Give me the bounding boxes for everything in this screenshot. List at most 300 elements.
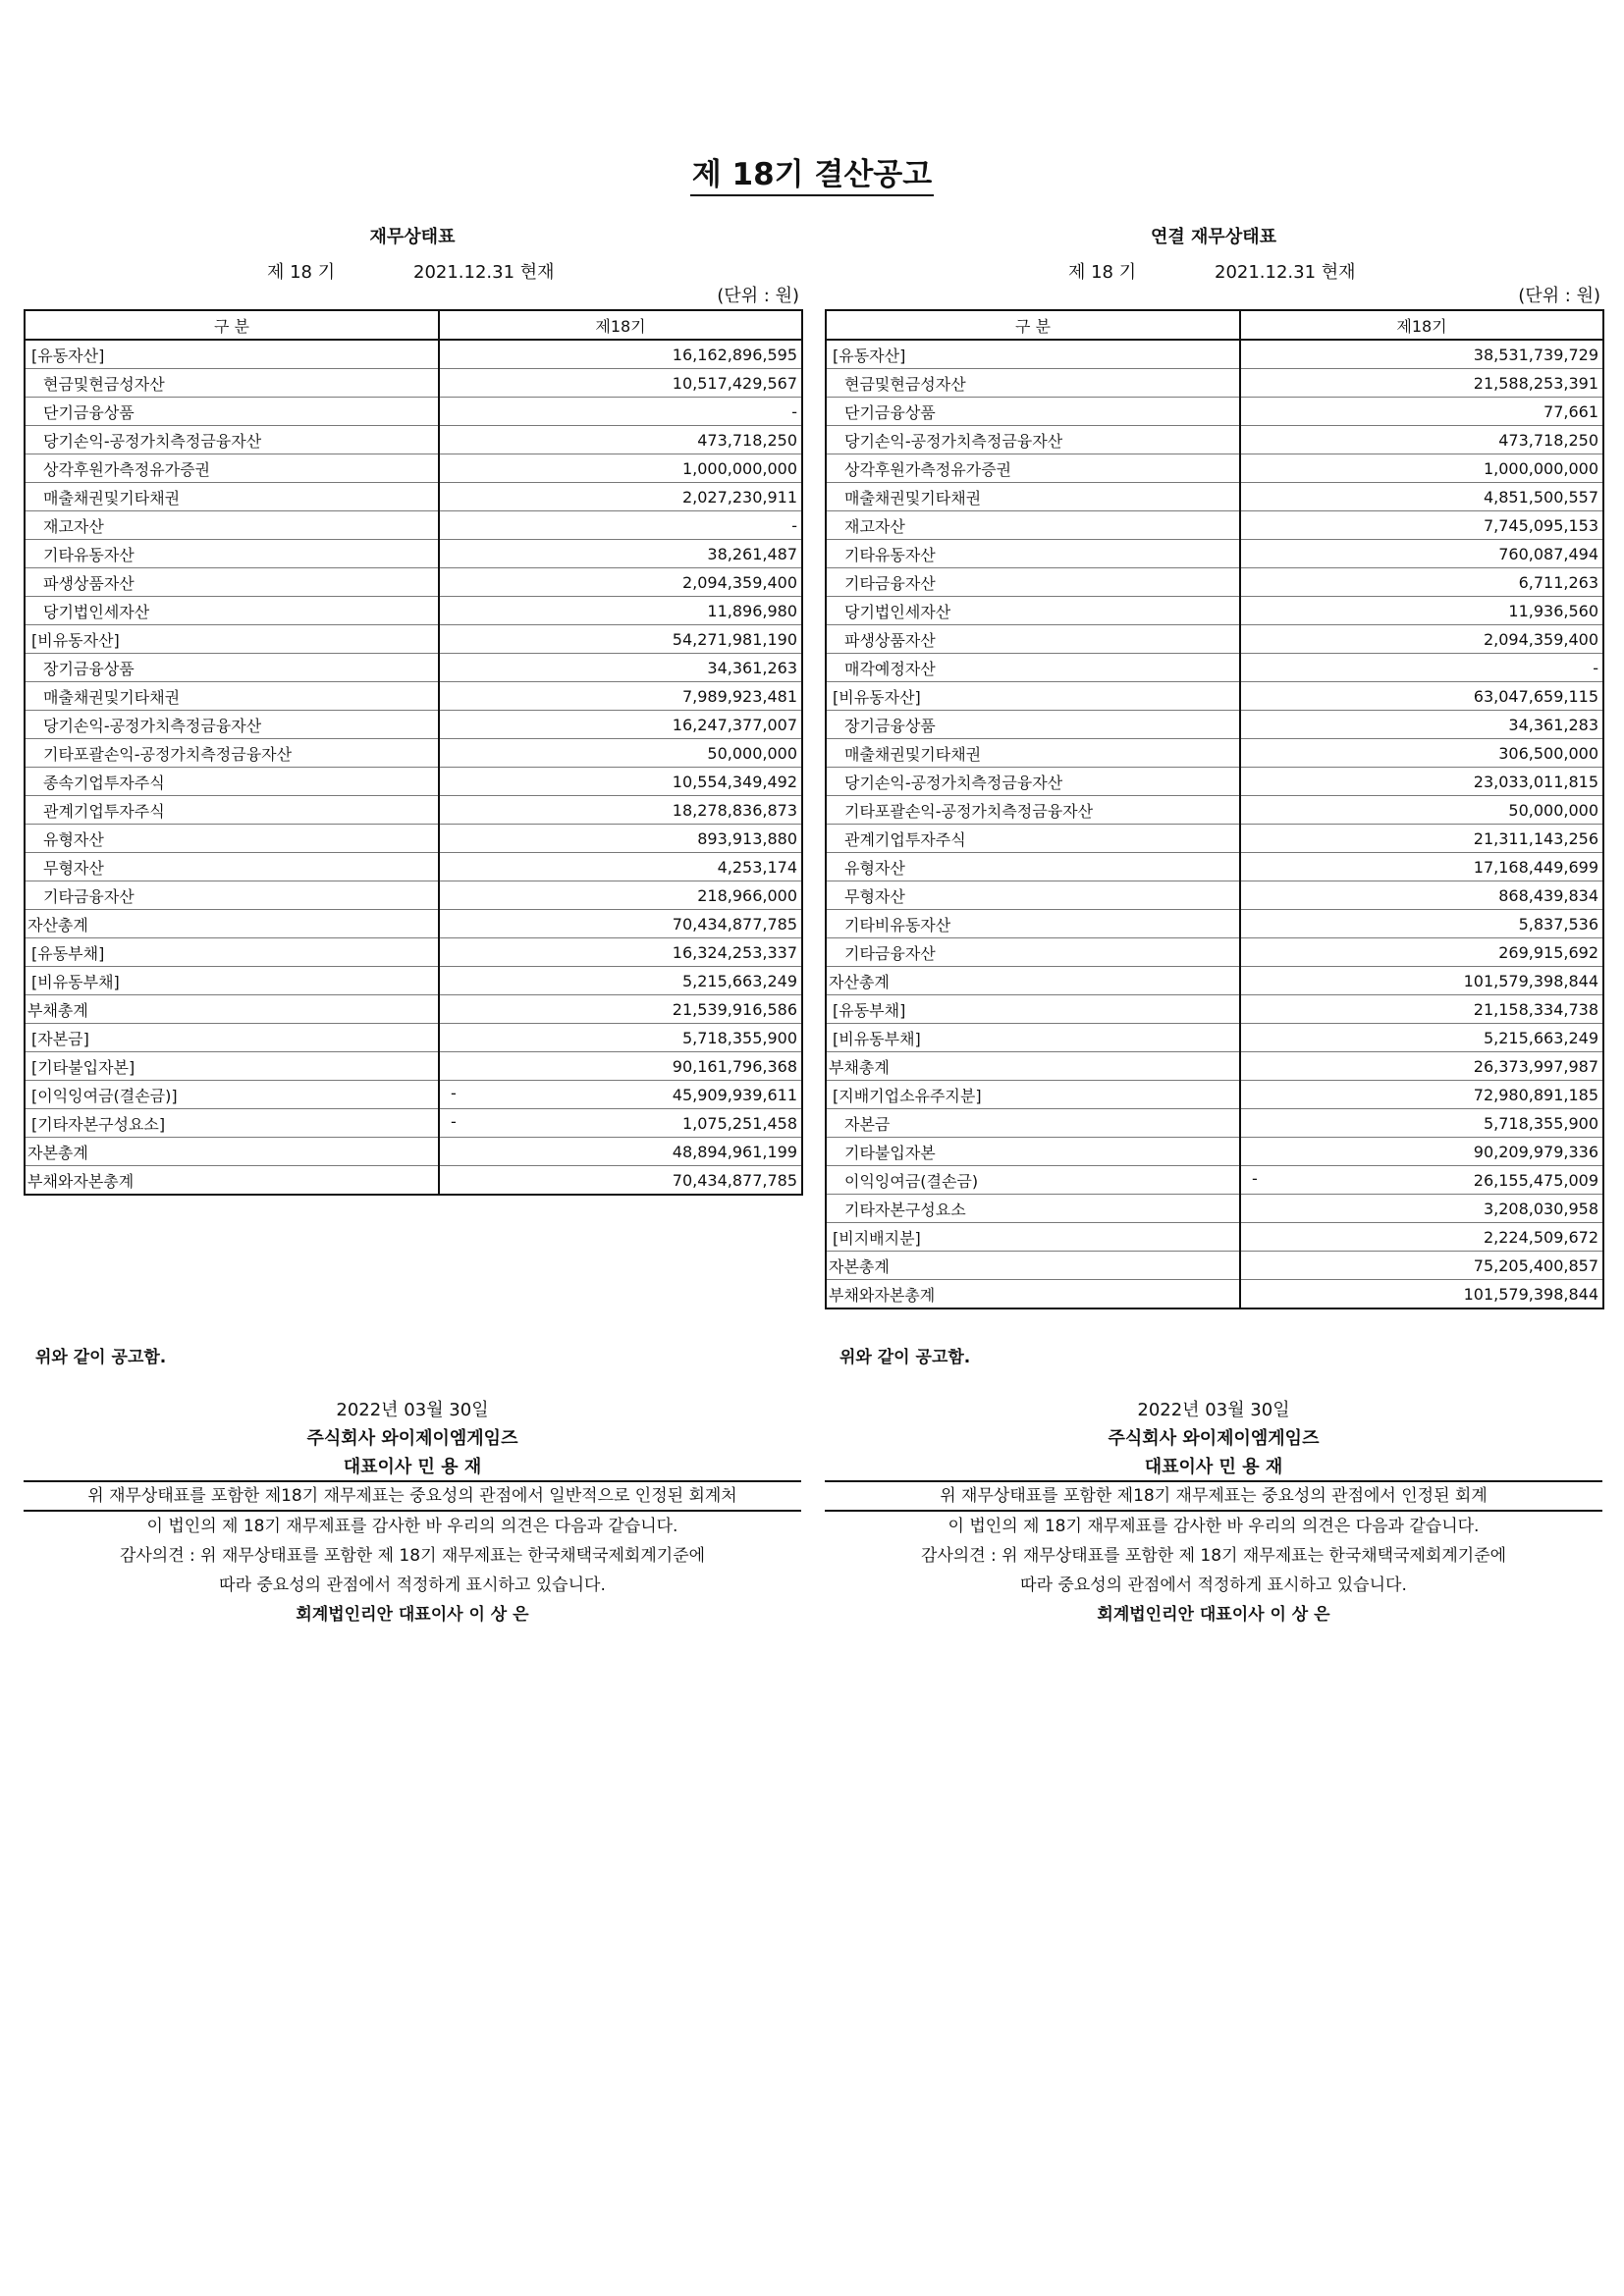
separate-date: 2021.12.31 현재 xyxy=(413,262,555,283)
table-row xyxy=(826,682,1603,711)
amount-value: 48,894,961,199 xyxy=(672,1142,797,1161)
amount-value: 34,361,283 xyxy=(1508,715,1598,734)
row-amount xyxy=(439,967,802,995)
amount-value: 1,000,000,000 xyxy=(681,458,797,478)
row-label: 부채와자본총계 xyxy=(25,1166,439,1196)
row-label: 종속기업투자주식 xyxy=(25,768,439,796)
row-label: 기타금융자산 xyxy=(826,938,1240,967)
amount-value: 18,278,836,873 xyxy=(672,800,797,820)
amount-value: 16,324,253,337 xyxy=(672,942,797,962)
amount-value: - xyxy=(1593,658,1598,677)
amount-value: 50,000,000 xyxy=(707,743,797,763)
amount-value: 75,205,400,857 xyxy=(1473,1255,1598,1275)
row-amount xyxy=(1240,1138,1603,1166)
table-row xyxy=(826,1081,1603,1109)
row-amount xyxy=(1240,398,1603,426)
audit-line-2: 이 법인의 제 18기 재무제표를 감사한 바 우리의 의견은 다음과 같습니다. xyxy=(947,1517,1480,1536)
amount-value: 4,253,174 xyxy=(717,857,797,877)
table-row xyxy=(25,654,802,682)
row-amount xyxy=(439,768,802,796)
amount-value: 2,094,359,400 xyxy=(1483,629,1598,649)
table-row xyxy=(826,1166,1603,1195)
audit-line-1: 위 재무상태표를 포함한 제18기 재무제표는 중요성의 관점에서 일반적으로 인정된 회계처 xyxy=(24,1480,801,1512)
amount-value: 473,718,250 xyxy=(697,430,797,450)
amount-value: 70,434,877,785 xyxy=(672,914,797,934)
table-row xyxy=(25,910,802,938)
amount-value: 26,155,475,009 xyxy=(1473,1170,1598,1190)
row-amount xyxy=(1240,1252,1603,1280)
row-amount xyxy=(439,483,802,511)
table-row xyxy=(25,711,802,739)
amount-value: 16,162,896,595 xyxy=(672,345,797,364)
separate-statement xyxy=(24,221,801,1196)
table-row xyxy=(826,1109,1603,1138)
row-amount xyxy=(439,1081,802,1109)
row-label: 당기법인세자산 xyxy=(25,597,439,625)
amount-value: 868,439,834 xyxy=(1498,885,1598,905)
row-label: 유형자산 xyxy=(826,853,1240,881)
row-amount xyxy=(1240,910,1603,938)
amount-value: 54,271,981,190 xyxy=(672,629,797,649)
consolidated-unit: (단위 : 원) xyxy=(1518,286,1600,306)
row-amount xyxy=(439,426,802,454)
row-amount xyxy=(1240,881,1603,910)
table-row xyxy=(826,825,1603,853)
row-label: [기타불입자본] xyxy=(25,1052,439,1081)
company-name: 주식회사 와이제이엠게임즈 xyxy=(1108,1428,1320,1449)
amount-value: 2,224,509,672 xyxy=(1483,1227,1598,1247)
row-label: 상각후원가측정유가증권 xyxy=(826,454,1240,483)
row-label: 파생상품자산 xyxy=(826,625,1240,654)
row-label: 부채총계 xyxy=(25,995,439,1024)
row-label: [유동자산] xyxy=(25,340,439,369)
table-row xyxy=(826,796,1603,825)
table-row xyxy=(826,597,1603,625)
amount-value: 4,851,500,557 xyxy=(1483,487,1598,507)
amount-value: 21,158,334,738 xyxy=(1473,999,1598,1019)
table-row xyxy=(25,768,802,796)
row-amount xyxy=(1240,682,1603,711)
table-row xyxy=(25,938,802,967)
row-label: 기타포괄손익-공정가치측정금융자산 xyxy=(25,739,439,768)
table-row xyxy=(25,597,802,625)
row-label: 단기금융상품 xyxy=(25,398,439,426)
amount-value: 101,579,398,844 xyxy=(1463,971,1598,990)
consolidated-statement xyxy=(825,221,1602,1309)
row-label: 재고자산 xyxy=(826,511,1240,540)
header-category: 구 분 xyxy=(25,310,439,340)
row-amount xyxy=(439,711,802,739)
negative-sign: - xyxy=(451,1084,457,1102)
amount-value: 2,094,359,400 xyxy=(681,572,797,592)
table-row xyxy=(25,967,802,995)
row-amount xyxy=(439,995,802,1024)
amount-value: 70,434,877,785 xyxy=(672,1170,797,1190)
table-row xyxy=(826,967,1603,995)
amount-value: 11,896,980 xyxy=(707,601,797,620)
auditor-signature: 회계법인리안 대표이사 이 상 은 xyxy=(296,1605,529,1625)
amount-value: 5,215,663,249 xyxy=(1483,1028,1598,1047)
company-name: 주식회사 와이제이엠게임즈 xyxy=(306,1428,518,1449)
table-row xyxy=(826,625,1603,654)
separate-period: 제 18 기 xyxy=(267,262,336,283)
amount-value: 45,909,939,611 xyxy=(672,1085,797,1104)
row-label: 매출채권및기타채권 xyxy=(25,483,439,511)
table-row xyxy=(25,540,802,568)
notice-left: 위와 같이 공고함. xyxy=(35,1348,167,1367)
row-amount xyxy=(1240,369,1603,398)
amount-value: 1,000,000,000 xyxy=(1483,458,1598,478)
row-amount xyxy=(1240,967,1603,995)
table-row xyxy=(25,1138,802,1166)
representative: 대표이사 민 용 재 xyxy=(1144,1457,1283,1477)
audit-opinion-left xyxy=(24,1480,801,1629)
table-row xyxy=(25,483,802,511)
consolidated-date: 2021.12.31 현재 xyxy=(1215,262,1356,283)
row-amount xyxy=(1240,1081,1603,1109)
table-row xyxy=(25,739,802,768)
row-label: 현금및현금성자산 xyxy=(25,369,439,398)
amount-value: 5,837,536 xyxy=(1518,914,1598,934)
row-amount xyxy=(1240,340,1603,369)
row-label: 당기손익-공정가치측정금융자산 xyxy=(826,426,1240,454)
amount-value: 6,711,263 xyxy=(1518,572,1598,592)
row-label: [비유동부채] xyxy=(826,1024,1240,1052)
row-amount xyxy=(439,454,802,483)
table-row xyxy=(826,511,1603,540)
row-amount xyxy=(1240,1166,1603,1195)
amount-value: 17,168,449,699 xyxy=(1473,857,1598,877)
amount-value: 38,261,487 xyxy=(707,544,797,563)
row-label: [비유동자산] xyxy=(25,625,439,654)
table-row xyxy=(826,568,1603,597)
table-row xyxy=(826,768,1603,796)
header-category: 구 분 xyxy=(826,310,1240,340)
table-row xyxy=(25,1052,802,1081)
row-amount xyxy=(1240,796,1603,825)
row-amount xyxy=(1240,739,1603,768)
table-row xyxy=(826,454,1603,483)
row-label: [비유동부채] xyxy=(25,967,439,995)
row-amount xyxy=(439,597,802,625)
row-amount xyxy=(439,1052,802,1081)
amount-value: 38,531,739,729 xyxy=(1473,345,1598,364)
table-row xyxy=(826,1223,1603,1252)
table-row xyxy=(25,568,802,597)
row-label: 기타자본구성요소 xyxy=(826,1195,1240,1223)
row-label: 자본금 xyxy=(826,1109,1240,1138)
negative-sign: - xyxy=(451,1112,457,1131)
row-amount xyxy=(1240,1052,1603,1081)
table-row xyxy=(25,1081,802,1109)
row-label: 무형자산 xyxy=(25,853,439,881)
signature-left xyxy=(24,1396,801,1482)
header-period: 제18기 xyxy=(1240,310,1603,340)
row-label: 자산총계 xyxy=(826,967,1240,995)
row-amount xyxy=(1240,568,1603,597)
row-amount xyxy=(439,654,802,682)
row-label: 관계기업투자주식 xyxy=(25,796,439,825)
row-label: 부채총계 xyxy=(826,1052,1240,1081)
table-row xyxy=(25,369,802,398)
row-label: [지배기업소유주지분] xyxy=(826,1081,1240,1109)
table-row xyxy=(826,881,1603,910)
amount-value: 11,936,560 xyxy=(1508,601,1598,620)
row-label: [유동부채] xyxy=(826,995,1240,1024)
audit-line-3: 감사의견 : 위 재무상태표를 포함한 제 18기 재무제표는 한국채택국제회계기준에 xyxy=(119,1546,706,1566)
row-label: [자본금] xyxy=(25,1024,439,1052)
row-amount xyxy=(1240,938,1603,967)
row-amount xyxy=(439,1166,802,1196)
header-period: 제18기 xyxy=(439,310,802,340)
audit-line-3: 감사의견 : 위 재무상태표를 포함한 제 18기 재무제표는 한국채택국제회계기준에 xyxy=(920,1546,1507,1566)
table-row xyxy=(826,340,1603,369)
row-amount xyxy=(439,739,802,768)
table-row xyxy=(826,711,1603,739)
row-amount xyxy=(439,1109,802,1138)
table-row xyxy=(25,853,802,881)
row-amount xyxy=(1240,1024,1603,1052)
row-amount xyxy=(439,1024,802,1052)
audit-line-4: 따라 중요성의 관점에서 적정하게 표시하고 있습니다. xyxy=(1020,1575,1407,1595)
amount-value: 7,745,095,153 xyxy=(1483,515,1598,535)
row-label: 단기금융상품 xyxy=(826,398,1240,426)
consolidated-balance-table xyxy=(825,309,1604,1309)
row-amount xyxy=(439,853,802,881)
table-row xyxy=(826,398,1603,426)
amount-value: 16,247,377,007 xyxy=(672,715,797,734)
consolidated-period: 제 18 기 xyxy=(1068,262,1137,283)
row-label: 이익잉여금(결손금) xyxy=(826,1166,1240,1195)
row-amount xyxy=(1240,1195,1603,1223)
row-label: 상각후원가측정유가증권 xyxy=(25,454,439,483)
amount-value: 21,539,916,586 xyxy=(672,999,797,1019)
table-row xyxy=(826,1052,1603,1081)
row-amount xyxy=(1240,426,1603,454)
table-row xyxy=(25,1166,802,1196)
table-row xyxy=(25,881,802,910)
table-row xyxy=(826,1280,1603,1309)
table-row xyxy=(25,995,802,1024)
table-row xyxy=(826,1252,1603,1280)
table-row xyxy=(826,853,1603,881)
table-row xyxy=(25,454,802,483)
amount-value: 90,209,979,336 xyxy=(1473,1142,1598,1161)
audit-line-2: 이 법인의 제 18기 재무제표를 감사한 바 우리의 의견은 다음과 같습니다. xyxy=(146,1517,678,1536)
row-label: [비유동자산] xyxy=(826,682,1240,711)
row-label: 장기금융상품 xyxy=(826,711,1240,739)
row-label: 당기손익-공정가치측정금융자산 xyxy=(25,711,439,739)
table-row xyxy=(826,1195,1603,1223)
row-amount xyxy=(439,625,802,654)
table-row xyxy=(25,825,802,853)
row-amount xyxy=(1240,454,1603,483)
row-amount xyxy=(439,682,802,711)
consolidated-period-line xyxy=(825,254,1602,284)
row-label: 유형자산 xyxy=(25,825,439,853)
row-label: 파생상품자산 xyxy=(25,568,439,597)
row-amount xyxy=(439,398,802,426)
amount-value: 7,989,923,481 xyxy=(681,686,797,706)
amount-value: 21,588,253,391 xyxy=(1473,373,1598,393)
row-amount xyxy=(1240,853,1603,881)
row-amount xyxy=(439,369,802,398)
separate-balance-table xyxy=(24,309,803,1196)
row-label: 기타불입자본 xyxy=(826,1138,1240,1166)
row-amount xyxy=(439,825,802,853)
amount-value: 306,500,000 xyxy=(1498,743,1598,763)
row-label: 재고자산 xyxy=(25,511,439,540)
table-row xyxy=(826,1024,1603,1052)
amount-value: 63,047,659,115 xyxy=(1473,686,1598,706)
row-amount xyxy=(439,1138,802,1166)
row-amount xyxy=(439,540,802,568)
row-label: [유동자산] xyxy=(826,340,1240,369)
auditor-signature: 회계법인리안 대표이사 이 상 은 xyxy=(1097,1605,1330,1625)
row-amount xyxy=(1240,768,1603,796)
row-amount xyxy=(1240,995,1603,1024)
amount-value: 21,311,143,256 xyxy=(1473,828,1598,848)
amount-value: 3,208,030,958 xyxy=(1483,1199,1598,1218)
row-amount xyxy=(439,910,802,938)
row-label: 부채와자본총계 xyxy=(826,1280,1240,1309)
amount-value: 5,718,355,900 xyxy=(681,1028,797,1047)
consolidated-statement-title: 연결 재무상태표 xyxy=(1151,227,1276,247)
negative-sign: - xyxy=(1252,1169,1258,1188)
amount-value: 10,517,429,567 xyxy=(672,373,797,393)
row-label: 매출채권및기타채권 xyxy=(25,682,439,711)
table-row xyxy=(25,796,802,825)
notice-right: 위와 같이 공고함. xyxy=(839,1348,971,1367)
table-row xyxy=(826,540,1603,568)
row-amount xyxy=(1240,540,1603,568)
row-amount xyxy=(1240,1280,1603,1309)
row-amount xyxy=(439,796,802,825)
row-amount xyxy=(1240,654,1603,682)
table-row xyxy=(826,739,1603,768)
amount-value: 50,000,000 xyxy=(1508,800,1598,820)
row-label: 기타비유동자산 xyxy=(826,910,1240,938)
amount-value: 77,661 xyxy=(1543,401,1598,421)
amount-value: 10,554,349,492 xyxy=(672,772,797,791)
row-label: 관계기업투자주식 xyxy=(826,825,1240,853)
separate-table-body xyxy=(25,340,802,1195)
row-label: [기타자본구성요소] xyxy=(25,1109,439,1138)
row-label: 기타포괄손익-공정가치측정금융자산 xyxy=(826,796,1240,825)
signature-date: 2022년 03월 30일 xyxy=(336,1400,489,1420)
consolidated-table-body xyxy=(826,340,1603,1308)
amount-value: - xyxy=(791,515,797,535)
amount-value: 23,033,011,815 xyxy=(1473,772,1598,791)
amount-value: 760,087,494 xyxy=(1498,544,1598,563)
table-row xyxy=(25,625,802,654)
row-amount xyxy=(1240,625,1603,654)
amount-value: 893,913,880 xyxy=(697,828,797,848)
row-amount xyxy=(1240,483,1603,511)
table-row xyxy=(25,1109,802,1138)
row-amount xyxy=(439,938,802,967)
row-amount xyxy=(1240,825,1603,853)
row-label: [비지배지분] xyxy=(826,1223,1240,1252)
row-label: 매출채권및기타채권 xyxy=(826,739,1240,768)
amount-value: 269,915,692 xyxy=(1498,942,1598,962)
table-row xyxy=(25,511,802,540)
row-label: 매각예정자산 xyxy=(826,654,1240,682)
row-amount xyxy=(439,340,802,369)
amount-value: 2,027,230,911 xyxy=(681,487,797,507)
amount-value: 5,215,663,249 xyxy=(681,971,797,990)
amount-value: - xyxy=(791,401,797,421)
table-row xyxy=(826,995,1603,1024)
table-row xyxy=(826,938,1603,967)
table-row xyxy=(25,682,802,711)
row-label: 기타금융자산 xyxy=(25,881,439,910)
row-amount xyxy=(439,881,802,910)
audit-opinion-right xyxy=(825,1480,1602,1629)
row-amount xyxy=(439,568,802,597)
amount-value: 218,966,000 xyxy=(697,885,797,905)
table-row xyxy=(826,483,1603,511)
row-label: 무형자산 xyxy=(826,881,1240,910)
separate-unit: (단위 : 원) xyxy=(717,286,799,306)
amount-value: 26,373,997,987 xyxy=(1473,1056,1598,1076)
row-label: 현금및현금성자산 xyxy=(826,369,1240,398)
page-title: 제 18기 결산공고 xyxy=(0,149,1624,193)
table-row xyxy=(25,1024,802,1052)
table-header-row xyxy=(826,310,1603,340)
signature-right xyxy=(825,1396,1602,1482)
signature-date: 2022년 03월 30일 xyxy=(1137,1400,1290,1420)
amount-value: 1,075,251,458 xyxy=(681,1113,797,1133)
row-label: 자본총계 xyxy=(826,1252,1240,1280)
row-label: 자본총계 xyxy=(25,1138,439,1166)
row-amount xyxy=(1240,597,1603,625)
table-row xyxy=(25,426,802,454)
row-label: 기타금융자산 xyxy=(826,568,1240,597)
separate-period-line xyxy=(24,254,801,284)
row-label: 기타유동자산 xyxy=(826,540,1240,568)
separate-statement-title: 재무상태표 xyxy=(369,227,456,247)
amount-value: 473,718,250 xyxy=(1498,430,1598,450)
row-label: 당기손익-공정가치측정금융자산 xyxy=(826,768,1240,796)
table-row xyxy=(826,369,1603,398)
amount-value: 34,361,263 xyxy=(707,658,797,677)
row-label: 장기금융상품 xyxy=(25,654,439,682)
table-row xyxy=(826,426,1603,454)
row-label: 매출채권및기타채권 xyxy=(826,483,1240,511)
row-amount xyxy=(1240,1223,1603,1252)
table-row xyxy=(826,1138,1603,1166)
row-amount xyxy=(439,511,802,540)
amount-value: 90,161,796,368 xyxy=(672,1056,797,1076)
table-row xyxy=(826,910,1603,938)
row-label: 당기법인세자산 xyxy=(826,597,1240,625)
row-amount xyxy=(1240,511,1603,540)
amount-value: 5,718,355,900 xyxy=(1483,1113,1598,1133)
table-header-row xyxy=(25,310,802,340)
row-amount xyxy=(1240,711,1603,739)
table-row xyxy=(25,398,802,426)
table-row xyxy=(25,340,802,369)
row-amount xyxy=(1240,1109,1603,1138)
representative: 대표이사 민 용 재 xyxy=(343,1457,482,1477)
row-label: 기타유동자산 xyxy=(25,540,439,568)
row-label: [유동부채] xyxy=(25,938,439,967)
audit-line-1: 위 재무상태표를 포함한 제18기 재무제표는 중요성의 관점에서 인정된 회계 xyxy=(825,1480,1602,1512)
amount-value: 101,579,398,844 xyxy=(1463,1284,1598,1304)
audit-line-4: 따라 중요성의 관점에서 적정하게 표시하고 있습니다. xyxy=(219,1575,606,1595)
row-label: 자산총계 xyxy=(25,910,439,938)
